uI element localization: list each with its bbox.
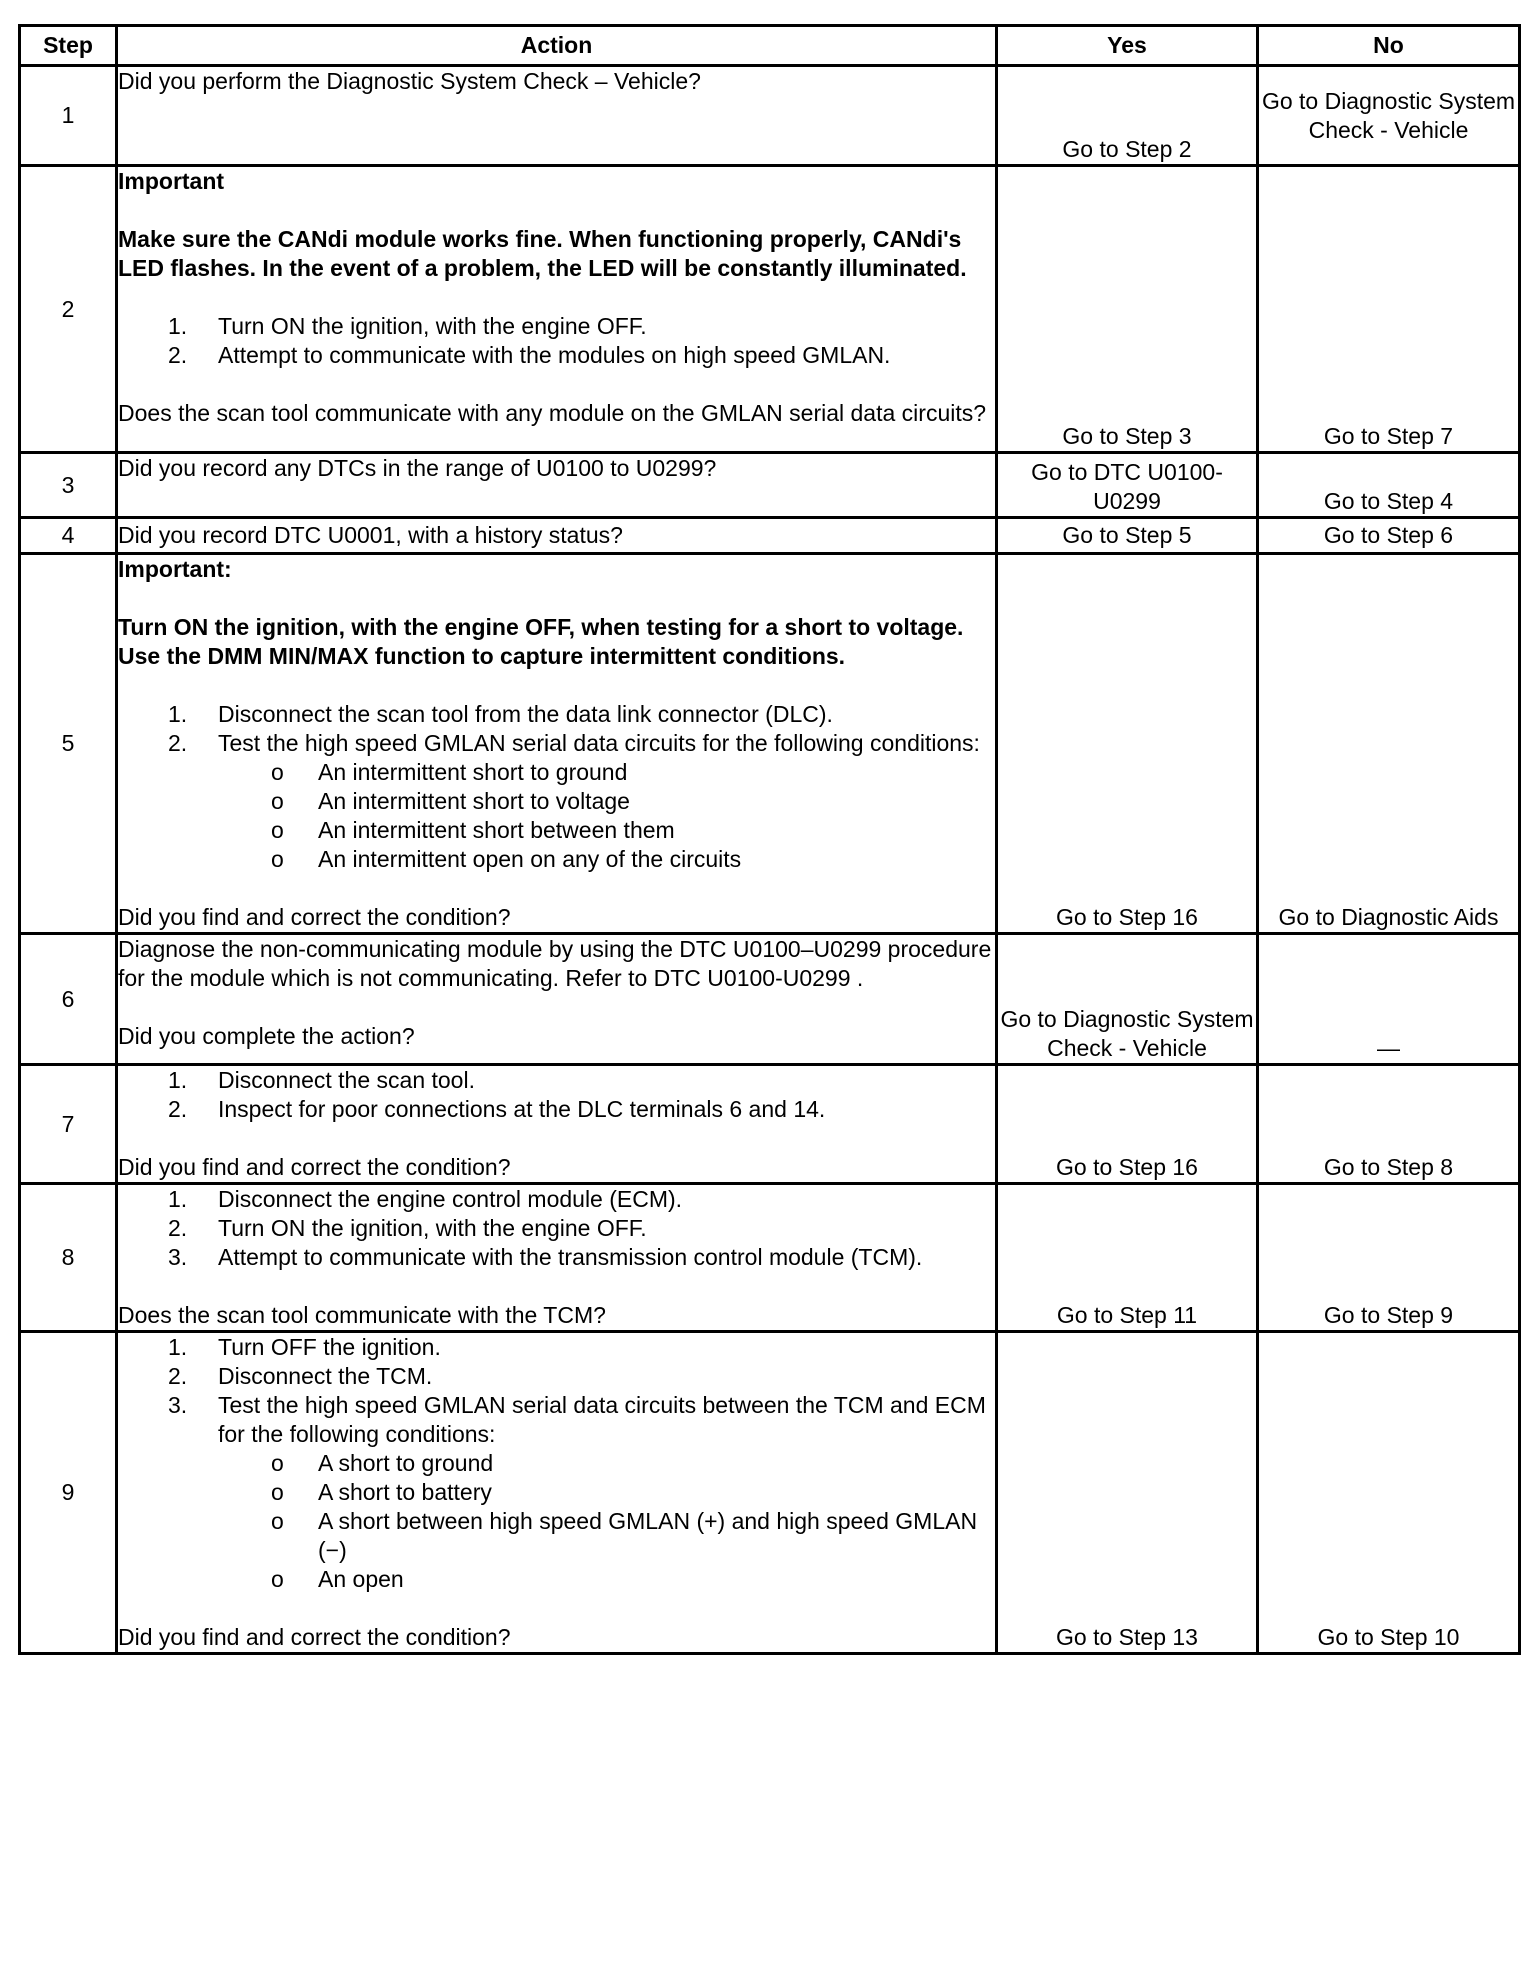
list-item: 1. Turn ON the ignition, with the engine OFF.: [168, 313, 647, 339]
header-step: Step: [20, 26, 117, 66]
procedure-list: [118, 1185, 995, 1272]
sub-item: [218, 1565, 995, 1594]
condition-list: [218, 758, 995, 874]
bullet-marker: o: [271, 788, 284, 814]
list-item-text: Disconnect the engine control module (ECM).: [218, 1186, 683, 1212]
sub-item: [218, 758, 995, 787]
list-item-text: Test the high speed GMLAN serial data circuits between the TCM and ECM for the following conditions:: [218, 1392, 986, 1447]
important-text: Make sure the CANdi module works fine. When functioning properly, CANdi's LED flashes. In the event of a problem, the LED will be constantly illuminated.: [118, 226, 967, 281]
list-item: 2. Disconnect the TCM.: [168, 1363, 433, 1389]
no-cell: Go to Step 7: [1258, 166, 1520, 453]
action-cell: [117, 518, 997, 554]
sub-item: [218, 1507, 995, 1565]
list-item: 1. Disconnect the engine control module (ECM).: [168, 1186, 683, 1212]
sub-item: [218, 787, 995, 816]
question-text: Does the scan tool communicate with any module on the GMLAN serial data circuits?: [118, 400, 987, 426]
action-cell: [117, 1184, 997, 1332]
action-cell: [117, 554, 997, 934]
important-title: Important: [118, 168, 225, 194]
list-item: 2. Inspect for poor connections at the DLC terminals 6 and 14.: [168, 1096, 826, 1122]
header-no: No: [1258, 26, 1520, 66]
no-cell: —: [1258, 934, 1520, 1065]
list-item-text: Attempt to communicate with the transmission control module (TCM).: [218, 1244, 923, 1270]
yes-cell: Go to Step 13: [997, 1332, 1258, 1654]
table-row: [20, 1332, 1520, 1654]
question-text: Did you find and correct the condition?: [118, 904, 511, 930]
step-number: 1: [20, 66, 117, 166]
step-number: 7: [20, 1065, 117, 1184]
no-cell: Go to Step 8: [1258, 1065, 1520, 1184]
list-item-text: Turn ON the ignition, with the engine OFF.: [218, 1215, 647, 1241]
procedure-list: [118, 1066, 995, 1124]
list-item: 1. Disconnect the scan tool from the data link connector (DLC).: [168, 701, 833, 727]
important-title: Important:: [118, 556, 232, 582]
list-item-text: Test the high speed GMLAN serial data circuits for the following conditions:: [218, 730, 980, 756]
list-item-text: Disconnect the TCM.: [218, 1363, 433, 1389]
no-cell: Go to Step 10: [1258, 1332, 1520, 1654]
no-cell: Go to Diagnostic Aids: [1258, 554, 1520, 934]
step-number: 6: [20, 934, 117, 1065]
step-number: 3: [20, 453, 117, 518]
step-number: 5: [20, 554, 117, 934]
table-row: [20, 554, 1520, 934]
list-item-text: Turn OFF the ignition.: [218, 1334, 441, 1360]
yes-cell: Go to Step 16: [997, 554, 1258, 934]
sub-item: [218, 1478, 995, 1507]
list-item: 3. Attempt to communicate with the transmission control module (TCM).: [168, 1244, 923, 1270]
sub-item: [218, 845, 995, 874]
no-cell: Go to Step 9: [1258, 1184, 1520, 1332]
table-row: [20, 66, 1520, 166]
table-row: [20, 934, 1520, 1065]
header-action: Action: [117, 26, 997, 66]
table-row: [20, 1065, 1520, 1184]
bullet-marker: o: [271, 759, 284, 785]
step-number: 4: [20, 518, 117, 554]
yes-cell: Go to Step 11: [997, 1184, 1258, 1332]
procedure-list: [118, 700, 995, 874]
sub-item-text: A short to ground: [318, 1450, 494, 1476]
question-text: Did you record any DTCs in the range of U0100 to U0299?: [118, 455, 717, 481]
list-item: 3. Test the high speed GMLAN serial data circuits between the TCM and ECM for the following conditions: o A short to ground o A short to battery o A short between high speed GMLAN (+) and high speed GMLAN (−) o An open: [118, 1391, 995, 1594]
yes-cell: Go to Step 16: [997, 1065, 1258, 1184]
yes-cell: Go to Step 3: [997, 166, 1258, 453]
step-number: 8: [20, 1184, 117, 1332]
step-number: 9: [20, 1332, 117, 1654]
step-number: 2: [20, 166, 117, 453]
sub-item-text: A short between high speed GMLAN (+) and high speed GMLAN (−): [318, 1508, 978, 1563]
sub-item-text: An intermittent short to voltage: [318, 788, 630, 814]
header-yes: Yes: [997, 26, 1258, 66]
question-text: Did you find and correct the condition?: [118, 1624, 511, 1650]
yes-cell: Go to DTC U0100-U0299: [997, 453, 1258, 518]
list-item: 2. Test the high speed GMLAN serial data circuits for the following conditions: o An intermittent short to ground o An intermittent short to voltage o An intermittent short between them o An intermittent open on any of the circuits: [118, 729, 995, 874]
question-text: Does the scan tool communicate with the TCM?: [118, 1302, 606, 1328]
bullet-marker: o: [271, 846, 284, 872]
yes-cell: Go to Step 5: [997, 518, 1258, 554]
question-text: Did you record DTC U0001, with a history status?: [118, 522, 623, 548]
header-row: [20, 26, 1520, 66]
list-item-text: Disconnect the scan tool.: [218, 1067, 475, 1093]
bullet-marker: o: [271, 1508, 284, 1534]
sub-item-text: An open: [318, 1566, 404, 1592]
action-cell: [117, 66, 997, 166]
no-cell: Go to Step 6: [1258, 518, 1520, 554]
yes-cell: Go to Diagnostic System Check - Vehicle: [997, 934, 1258, 1065]
sub-item-text: An intermittent short to ground: [318, 759, 628, 785]
no-cell: Go to Step 4: [1258, 453, 1520, 518]
important-text: Turn ON the ignition, with the engine OFF, when testing for a short to voltage. Use the DMM MIN/MAX function to capture intermittent conditions.: [118, 614, 964, 669]
list-item: 2. Turn ON the ignition, with the engine OFF.: [168, 1215, 647, 1241]
sub-item-text: A short to battery: [318, 1479, 492, 1505]
question-text: Did you find and correct the condition?: [118, 1154, 511, 1180]
bullet-marker: o: [271, 1566, 284, 1592]
action-cell: [117, 934, 997, 1065]
table-row: [20, 453, 1520, 518]
list-item: 2. Attempt to communicate with the modules on high speed GMLAN.: [168, 342, 891, 368]
table-row: [20, 1184, 1520, 1332]
sub-item-text: An intermittent short between them: [318, 817, 675, 843]
sub-item: [218, 816, 995, 845]
list-item-text: Attempt to communicate with the modules on high speed GMLAN.: [218, 342, 891, 368]
question-text: Did you complete the action?: [118, 1023, 415, 1049]
bullet-marker: o: [271, 1479, 284, 1505]
list-item-text: Disconnect the scan tool from the data link connector (DLC).: [218, 701, 833, 727]
action-cell: [117, 166, 997, 453]
no-cell: Go to Diagnostic System Check - Vehicle: [1258, 66, 1520, 166]
action-text: Diagnose the non-communicating module by using the DTC U0100–U0299 procedure for the module which is not communicating. Refer to DTC U0100-U0299 .: [118, 936, 992, 991]
table-row: [20, 166, 1520, 453]
procedure-list: [118, 1333, 995, 1594]
condition-list: [218, 1449, 995, 1594]
yes-cell: Go to Step 2: [997, 66, 1258, 166]
bullet-marker: o: [271, 817, 284, 843]
diagnostic-table: [18, 24, 1521, 1655]
action-cell: [117, 453, 997, 518]
list-item-text: Inspect for poor connections at the DLC terminals 6 and 14.: [218, 1096, 826, 1122]
bullet-marker: o: [271, 1450, 284, 1476]
action-cell: [117, 1332, 997, 1654]
procedure-list: [118, 312, 995, 370]
action-cell: [117, 1065, 997, 1184]
list-item-text: Turn ON the ignition, with the engine OFF.: [218, 313, 647, 339]
list-item: 1. Turn OFF the ignition.: [168, 1334, 441, 1360]
sub-item-text: An intermittent open on any of the circuits: [318, 846, 742, 872]
sub-item: [218, 1449, 995, 1478]
list-item: 1. Disconnect the scan tool.: [168, 1067, 475, 1093]
table-row: [20, 518, 1520, 554]
question-text: Did you perform the Diagnostic System Check – Vehicle?: [118, 68, 701, 94]
